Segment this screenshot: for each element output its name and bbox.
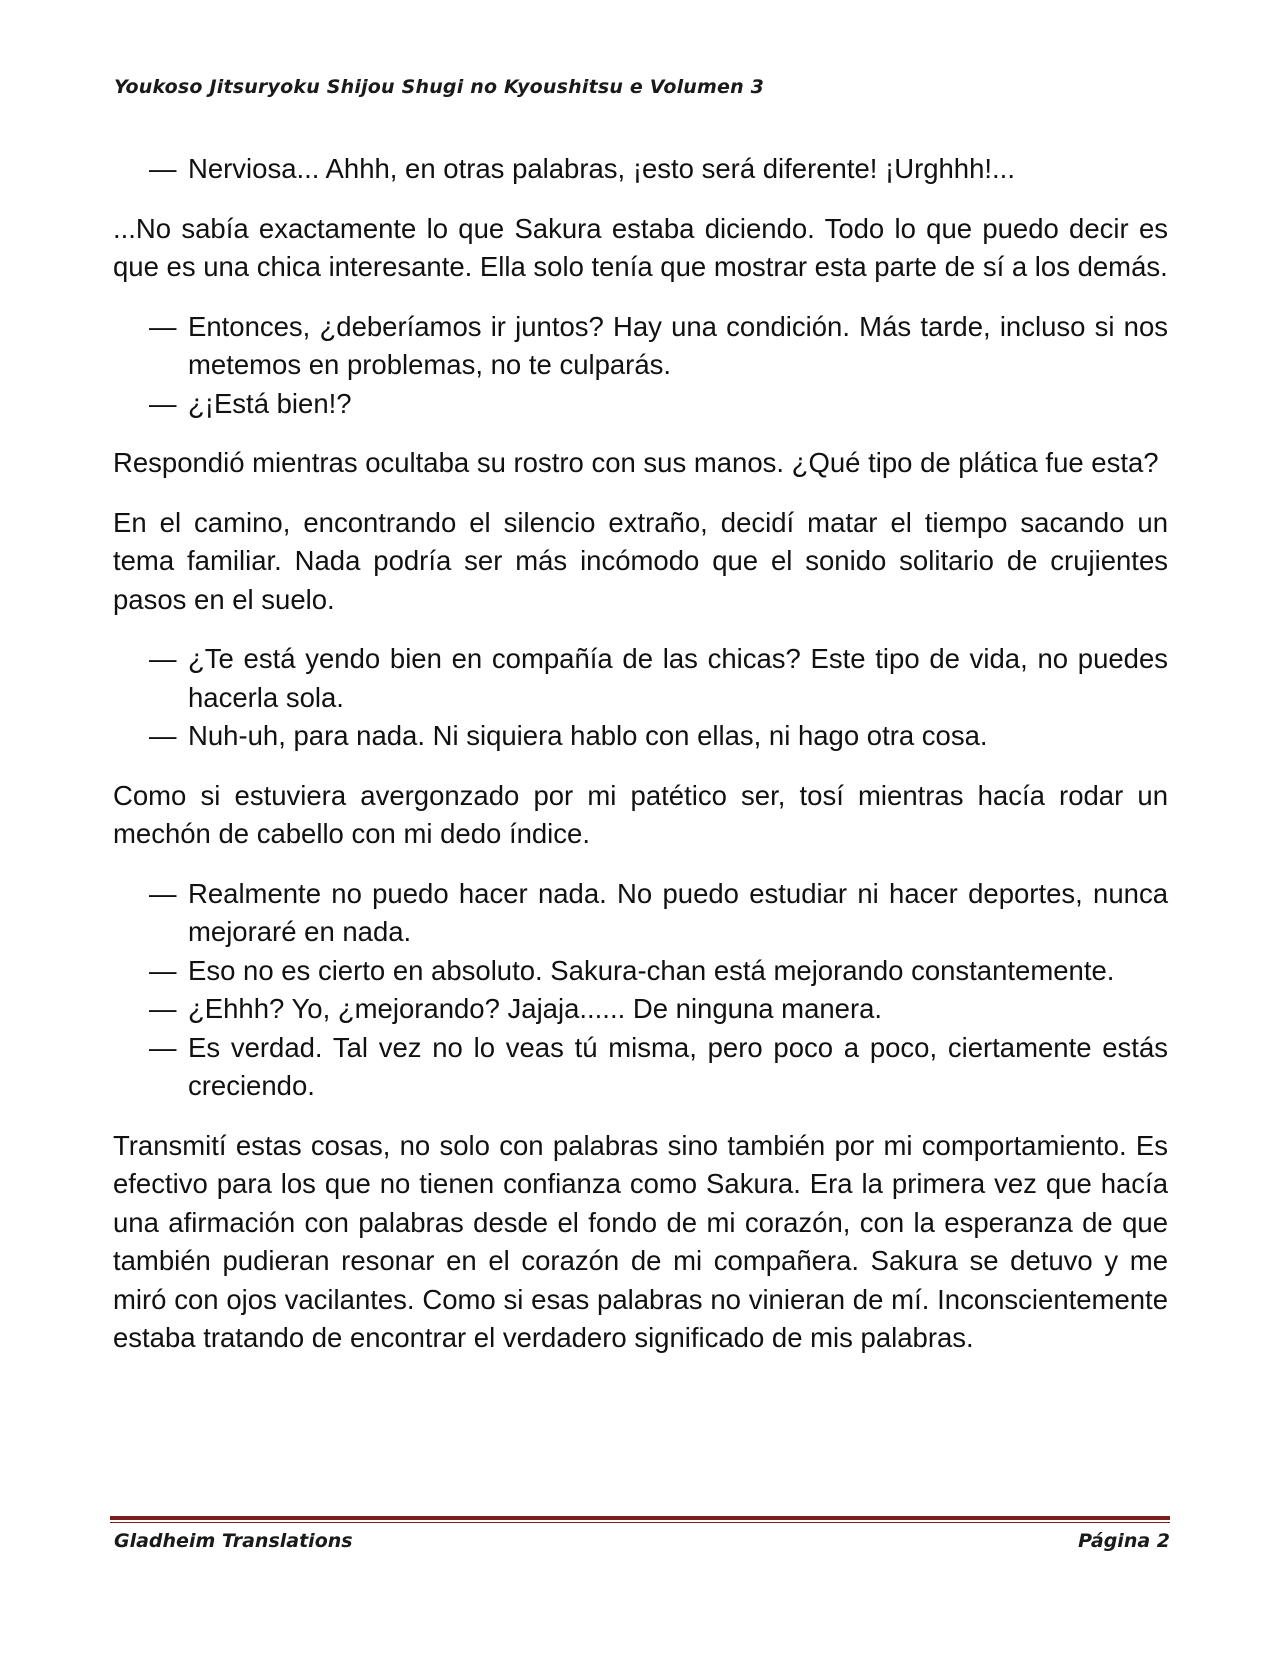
paragraph: En el camino, encontrando el silencio extraño, decidí matar el tiempo sacando un tema familiar. Nada podría ser más incómodo que el sonido solitario de crujientes pasos en el suelo.	[113, 506, 1168, 615]
dialogue-dash: —	[149, 993, 177, 1024]
body-text	[113, 150, 1168, 1379]
dialogue-group	[113, 640, 1168, 756]
dialogue-line: — Realmente no puedo hacer nada. No puedo estudiar ni hacer deportes, nunca mejoraré en nada.	[113, 875, 1168, 952]
running-header: Youkoso Jitsuryoku Shijou Shugi no Kyoushitsu e Volumen 3	[114, 76, 765, 98]
dialogue-line: — Nerviosa... Ahhh, en otras palabras, ¡esto será diferente! ¡Urghhh!...	[113, 150, 1168, 189]
dialogue-group	[113, 308, 1168, 424]
paragraph: Respondió mientras ocultaba su rostro con sus manos. ¿Qué tipo de plática fue esta?	[113, 447, 1159, 478]
paragraph: Como si estuviera avergonzado por mi patético ser, tosí mientras hacía rodar un mechón de cabello con mi dedo índice.	[113, 779, 1168, 849]
dialogue-dash: —	[149, 877, 177, 909]
footer-rule-thick	[110, 1516, 1170, 1520]
dialogue-group	[113, 875, 1168, 1106]
dialogue-line: — ¿Ehhh? Yo, ¿mejorando? Jajaja...... De ninguna manera.	[113, 990, 1168, 1029]
dialogue-dash: —	[149, 1031, 177, 1063]
dialogue-line: — Eso no es cierto en absoluto. Sakura-chan está mejorando constantemente.	[113, 952, 1168, 991]
dialogue-line: — Es verdad. Tal vez no lo veas tú misma, pero poco a poco, ciertamente estás creciendo.	[113, 1029, 1168, 1106]
dialogue-dash: —	[149, 387, 177, 419]
dialogue-line: — Entonces, ¿deberíamos ir juntos? Hay una condición. Más tarde, incluso si nos metemos en problemas, no te culparás.	[113, 308, 1168, 385]
dialogue-line: — Nuh-uh, para nada. Ni siquiera hablo con ellas, ni hago otra cosa.	[113, 717, 1168, 756]
dialogue-dash: —	[149, 153, 177, 184]
footer-rule-thin	[110, 1522, 1170, 1523]
paragraph: Transmití estas cosas, no solo con palabras sino también por mi comportamiento. Es efectivo para los que no tienen confianza como Sakura. Era la primera vez que hacía una afirmación con palabras desde el fondo de mi corazón, con la esperanza de que también pudieran resonar en el corazón de mi compañera. Sakura se detuvo y me miró con ojos vacilantes. Como si esas palabras no vinieran de mí. Inconscientemente estaba tratando de encontrar el verdadero significado de mis palabras.	[113, 1129, 1168, 1353]
paragraph: ...No sabía exactamente lo que Sakura estaba diciendo. Todo lo que puedo decir es que es una chica interesante. Ella solo tenía que mostrar esta parte de sí a los demás.	[113, 212, 1168, 282]
footer-credit: Gladheim Translations	[114, 1530, 353, 1552]
dialogue-group	[113, 150, 1168, 189]
page-number: Página 2	[1078, 1530, 1170, 1552]
dialogue-dash: —	[149, 954, 177, 986]
dialogue-line: — ¿Te está yendo bien en compañía de las chicas? Este tipo de vida, no puedes hacerla sola.	[113, 640, 1168, 717]
dialogue-line: — ¿¡Está bien!?	[113, 385, 1168, 424]
dialogue-dash: —	[149, 643, 177, 674]
dialogue-dash: —	[149, 720, 177, 751]
footer-rule	[110, 1516, 1170, 1522]
dialogue-dash: —	[149, 310, 177, 342]
